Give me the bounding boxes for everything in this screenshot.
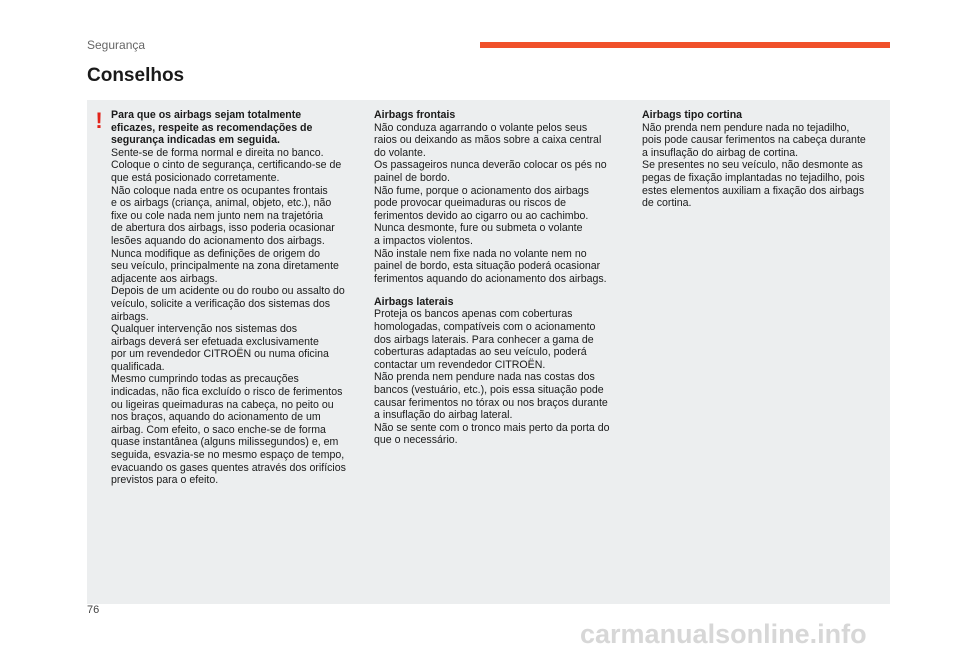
- curtain-airbags-heading: Airbags tipo cortina: [642, 109, 743, 121]
- text-line: Não prenda nem pendure nada nas costas dos: [374, 371, 595, 384]
- text-line: Não instale nem fixe nada no volante nem no: [374, 247, 587, 260]
- text-line: homologadas, compatíveis com o acionamento: [374, 321, 596, 333]
- page-title: Conselhos: [87, 65, 185, 86]
- text-line: Sente-se de forma normal e direita no banco.: [111, 146, 324, 159]
- text-line: previstos para o efeito.: [111, 474, 219, 487]
- text-line: pois pode causar ferimentos na cabeça durante: [642, 134, 866, 147]
- text-line: que está posicionado corretamente.: [111, 171, 280, 184]
- text-line: Não fume, porque o acionamento dos airbags: [374, 184, 589, 197]
- text-line: Nunca modifique as definições de origem do: [111, 247, 321, 260]
- column-curtain-airbags: [642, 109, 882, 210]
- text-line: seguida, esvazia-se no mesmo espaço de tempo,: [111, 449, 345, 462]
- frontal-airbags-text: [374, 122, 624, 286]
- text-line: que o necessário.: [374, 434, 458, 447]
- text-line: adjacente aos airbags.: [111, 272, 218, 285]
- lateral-airbags-heading: Airbags laterais: [374, 295, 454, 308]
- warning-heading-line: eficazes, respeite as recomendações de: [111, 121, 313, 134]
- exclamation-warning-icon: !: [95, 108, 103, 133]
- text-line: de abertura dos airbags, isso poderia ocasionar: [111, 222, 335, 235]
- text-line: seu veículo, principalmente na zona diretamente: [111, 260, 339, 273]
- text-line: airbags deverá ser efetuada exclusivamente: [111, 335, 319, 348]
- text-line: causar ferimentos no tórax ou nos braços durante: [374, 396, 608, 409]
- text-line: lesões aquando do acionamento dos airbags.: [111, 234, 325, 247]
- text-line: Se presentes no seu veículo, não desmonte as: [642, 159, 863, 172]
- text-line: a insuflação do airbag de cortina.: [642, 146, 799, 159]
- text-line: veículo, solicite a verificação dos sistemas dos: [111, 297, 331, 310]
- text-line: estes elementos auxiliam a fixação dos airbags: [642, 184, 864, 197]
- text-line: painel de bordo, esta situação poderá ocasionar: [374, 260, 601, 273]
- text-line: pegas de fixação implantadas no tejadilho, pois: [642, 171, 865, 184]
- text-line: quase instantânea (alguns milissegundos) e, em: [111, 436, 339, 449]
- warning-heading-line: segurança indicadas em seguida.: [111, 134, 280, 147]
- text-line: a impactos violentos.: [374, 234, 473, 247]
- text-line: nos braços, aquando do acionamento de um: [111, 411, 321, 424]
- text-line: coberturas adaptadas ao seu veículo, poderá: [374, 346, 587, 359]
- text-line: fixe ou cole nada nem junto nem na trajetória: [111, 209, 324, 222]
- text-line: Não conduza agarrando o volante pelos seus: [374, 121, 588, 134]
- text-line: Não prenda nem pendure nada no tejadilho,: [642, 121, 850, 134]
- text-line: Depois de um acidente ou do roubo ou assalto do: [111, 285, 345, 298]
- text-line: do volante.: [374, 146, 426, 159]
- page-number: 76: [87, 604, 100, 616]
- column-general-advice: [111, 109, 356, 487]
- text-line: airbags.: [111, 310, 149, 323]
- text-line: evacuando os gases quentes através dos orifícios: [111, 461, 346, 474]
- text-line: Não se sente com o tronco mais perto da porta do: [374, 421, 610, 434]
- warning-heading-line: Para que os airbags sejam totalmente: [111, 109, 302, 121]
- text-line: Mesmo cumprindo todas as precauções: [111, 373, 299, 386]
- text-line: Nunca desmonte, fure ou submeta o volante: [374, 222, 583, 235]
- header-accent-bar: [480, 42, 890, 48]
- curtain-airbags-text: [642, 122, 882, 210]
- text-line: qualificada.: [111, 360, 165, 373]
- text-line: ferimentos devido ao cigarro ou ao cachimbo.: [374, 209, 589, 222]
- text-line: ferimentos aquando do acionamento dos airbags.: [374, 272, 607, 285]
- text-line: e os airbags (criança, animal, objeto, etc.), não: [111, 197, 332, 210]
- text-line: Não coloque nada entre os ocupantes frontais: [111, 184, 328, 197]
- frontal-airbags-heading: Airbags frontais: [374, 109, 456, 121]
- section-label: Segurança: [87, 38, 146, 52]
- column-frontal-lateral: [374, 109, 624, 447]
- general-advice-text: [111, 147, 356, 487]
- text-line: Qualquer intervenção nos sistemas dos: [111, 323, 298, 336]
- text-line: raios ou deixando as mãos sobre a caixa central: [374, 134, 602, 147]
- text-line: painel de bordo.: [374, 171, 450, 184]
- text-line: dos airbags laterais. Para conhecer a gama de: [374, 333, 594, 346]
- text-line: de cortina.: [642, 197, 692, 210]
- text-line: ou ligeiras queimaduras na cabeça, no peito ou: [111, 398, 334, 411]
- text-line: Coloque o cinto de segurança, certificando-se de: [111, 159, 342, 172]
- text-line: contactar um revendedor CITROËN.: [374, 358, 546, 371]
- warning-heading: [111, 109, 356, 147]
- text-line: Os passageiros nunca deverão colocar os pés no: [374, 159, 607, 172]
- text-line: indicadas, não fica excluído o risco de ferimentos: [111, 386, 343, 399]
- text-line: Proteja os bancos apenas com coberturas: [374, 308, 573, 321]
- text-line: airbag. Com efeito, o saco enche-se de forma: [111, 423, 326, 436]
- text-line: a insuflação do airbag lateral.: [374, 409, 513, 422]
- watermark-text: carmanualsonline.info: [580, 619, 867, 649]
- lateral-airbags-text: [374, 308, 624, 447]
- text-line: bancos (vestuário, etc.), pois essa situação pode: [374, 383, 604, 396]
- text-line: pode provocar queimaduras ou riscos de: [374, 197, 566, 210]
- text-line: por um revendedor CITROËN ou numa oficina: [111, 348, 329, 361]
- paragraph-gap: [374, 285, 624, 296]
